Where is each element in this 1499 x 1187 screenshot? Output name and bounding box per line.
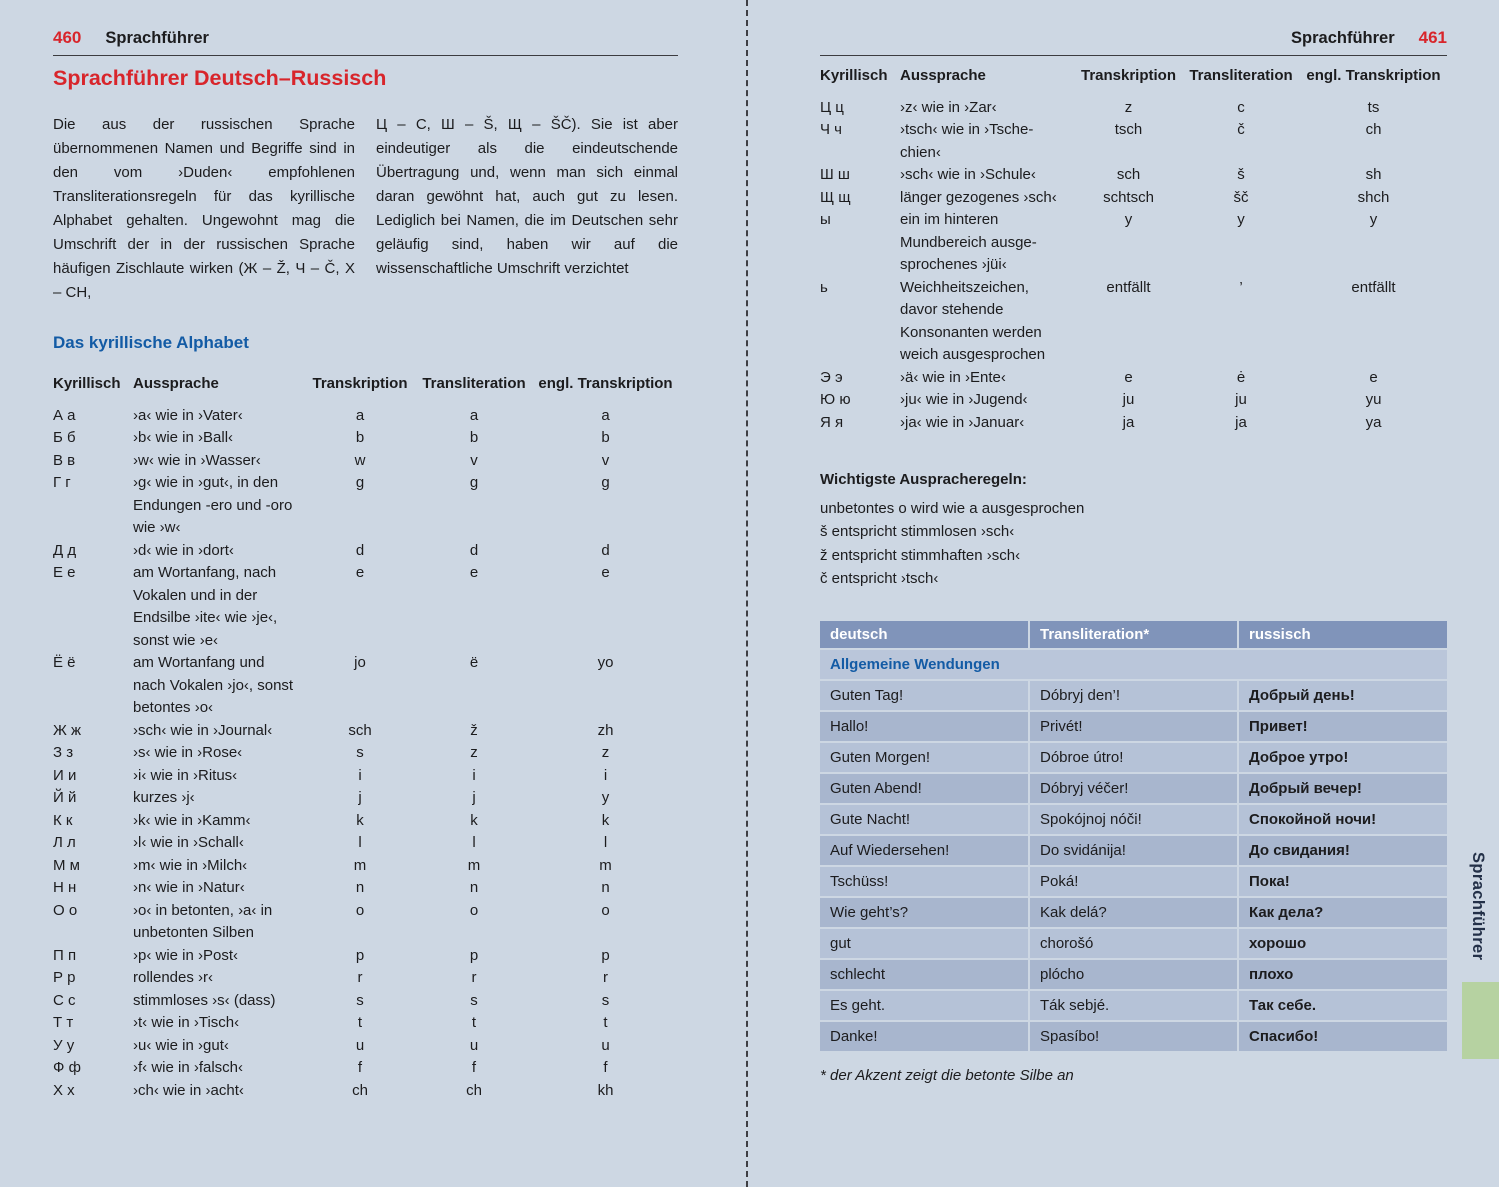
pronunciation-cell: rollendes ›r‹ — [133, 969, 214, 986]
transliteration-cell: ë — [469, 654, 479, 671]
engl-transkription-cell: p — [601, 946, 610, 964]
phrase-russian-cell: Спокойной ночи! — [1239, 805, 1447, 834]
transkription-cell: i — [358, 766, 362, 784]
phrase-rows — [820, 681, 1447, 1051]
transliteration-cell: i — [472, 766, 476, 784]
alphabet-row — [820, 367, 1447, 390]
cyrillic-letter-cell: Щ щ — [820, 188, 851, 206]
alphabet-row — [53, 967, 678, 990]
engl-transkription-cell: d — [601, 541, 610, 559]
transkription-cell: g — [355, 474, 365, 491]
pronunciation-cell: ›k‹ wie in ›Kamm‹ — [133, 811, 251, 829]
transkription-cell: m — [353, 856, 367, 874]
transkription-cell: e — [355, 564, 365, 581]
alphabet-row — [820, 412, 1447, 435]
phrase-row — [820, 681, 1447, 710]
pronunciation-cell: ›p‹ wie in ›Post‹ — [133, 946, 239, 964]
col-header-aussprache: Aussprache — [900, 67, 986, 84]
cyrillic-letter-cell: Э э — [820, 368, 843, 386]
phrase-german-cell: Danke! — [820, 1022, 1028, 1051]
alphabet-row — [53, 832, 678, 855]
pronunciation-cell: ›s‹ wie in ›Rose‹ — [133, 744, 243, 761]
transkription-cell: e — [1124, 368, 1133, 386]
transliteration-cell: y — [1237, 211, 1245, 228]
alphabet-row — [53, 652, 678, 720]
phrase-row — [820, 836, 1447, 865]
phrase-col-transliteration: Transliteration* — [1030, 621, 1237, 648]
engl-transkription-cell: i — [603, 766, 608, 784]
pronunciation-cell: ›a‹ wie in ›Vater‹ — [133, 406, 243, 424]
cyrillic-letter-cell: Я я — [820, 413, 844, 431]
alphabet-row — [53, 787, 678, 810]
pronunciation-cell: kurzes ›j‹ — [133, 789, 195, 806]
transliteration-cell: ju — [1235, 391, 1247, 408]
phrase-russian-cell: плохо — [1239, 960, 1447, 989]
rule-line: ž entspricht stimmhaften ›sch‹ — [820, 546, 1021, 564]
transkription-cell: k — [356, 811, 364, 829]
pronunciation-cell: länger gezogenes ›sch‹ — [900, 188, 1057, 206]
alphabet-table-left — [53, 373, 678, 1102]
pronunciation-cell: stimmloses ›s‹ (dass) — [133, 991, 276, 1009]
transkription-cell: ch — [352, 1081, 368, 1099]
rule-line: č entspricht ›tsch‹ — [820, 570, 939, 587]
engl-transkription-cell: ya — [1365, 413, 1382, 431]
phrase-section-row — [820, 650, 1447, 679]
col-header-transliteration: Transliteration — [1189, 67, 1293, 84]
alphabet-row — [53, 765, 678, 788]
transkription-cell: a — [355, 406, 365, 424]
cyrillic-letter-cell: Ч ч — [820, 121, 842, 138]
intro-column-1: Die aus der russischen Sprache übernommenen Namen und Begriffe sind in den vom ›Duden‹ empfohlenen Transliterationsregeln für das kyrillische Alphabet gehalten. Ungewohnt mag die Umschrift der in der russischen Sprache häufigen Zischlaute wirken (Ж – Ž, Ч – Č, Х – CH, — [53, 116, 355, 301]
transliteration-cell: u — [469, 1036, 479, 1054]
phrase-row — [820, 1022, 1447, 1051]
engl-transkription-cell: o — [601, 901, 610, 919]
transliteration-cell: j — [472, 789, 476, 806]
phrase-german-cell: Guten Morgen! — [820, 743, 1028, 772]
transkription-cell: entfällt — [1106, 278, 1151, 296]
pronunciation-cell: ›g‹ wie in ›gut‹, in den Endungen -ero und -oro wie ›w‹ — [133, 474, 293, 536]
phrase-russian-cell: До свидания! — [1239, 836, 1447, 865]
transkription-cell: tsch — [1114, 121, 1143, 138]
alphabet-rows-right — [820, 97, 1447, 435]
transkription-cell: y — [1124, 211, 1133, 228]
alphabet-row — [53, 562, 678, 652]
engl-transkription-cell: zh — [597, 721, 614, 739]
transkription-cell: p — [355, 946, 365, 964]
running-head-label-right: Sprachführer — [1291, 29, 1395, 47]
pronunciation-cell: ›ä‹ wie in ›Ente‹ — [900, 368, 1006, 386]
engl-transkription-cell: m — [599, 856, 612, 874]
page-461 — [820, 28, 1447, 1084]
transkription-cell: n — [355, 879, 365, 896]
engl-transkription-cell: t — [603, 1014, 608, 1031]
cyrillic-letter-cell: М м — [53, 856, 80, 874]
phrase-row — [820, 743, 1447, 772]
phrase-german-cell: Auf Wiedersehen! — [820, 836, 1028, 865]
phrase-german-cell: Wie geht’s? — [820, 898, 1028, 927]
engl-transkription-cell: z — [601, 744, 610, 761]
alphabet-row — [820, 389, 1447, 412]
engl-transkription-cell: r — [603, 969, 608, 986]
engl-transkription-cell: e — [1369, 368, 1378, 386]
phrase-row — [820, 929, 1447, 958]
transkription-cell: schtsch — [1103, 188, 1154, 206]
engl-transkription-cell: g — [601, 474, 610, 491]
transkription-cell: s — [356, 744, 364, 761]
transliteration-cell: o — [469, 901, 479, 919]
phrase-russian-cell: Как дела? — [1239, 898, 1447, 927]
engl-transkription-cell: sh — [1365, 166, 1382, 183]
page-number-right: 461 — [1418, 28, 1447, 47]
engl-transkription-cell: e — [601, 564, 610, 581]
transliteration-cell: p — [469, 946, 479, 964]
pronunciation-cell: ›ju‹ wie in ›Jugend‹ — [900, 391, 1028, 408]
rules-heading: Wichtigste Auspracheregeln: — [820, 471, 1027, 488]
transkription-cell: z — [1124, 98, 1133, 116]
transkription-cell: u — [355, 1036, 365, 1054]
pronunciation-cell: ›n‹ wie in ›Natur‹ — [133, 879, 245, 896]
alphabet-row — [53, 1035, 678, 1058]
pronunciation-cell: Weichheitszeichen, davor stehende Konsonanten werden weich ausgesprochen — [900, 278, 1046, 363]
phrase-russian-cell: Доброе утро! — [1239, 743, 1447, 772]
phrase-transliteration-cell: chorošó — [1030, 929, 1237, 958]
pronunciation-cell: ›m‹ wie in ›Milch‹ — [133, 856, 248, 874]
alphabet-row — [53, 427, 678, 450]
alphabet-row — [820, 209, 1447, 277]
transliteration-cell: b — [469, 429, 479, 446]
engl-transkription-cell: n — [601, 879, 610, 896]
phrase-russian-cell: Спасибо! — [1239, 1022, 1447, 1051]
phrase-transliteration-cell: Spasíbo! — [1030, 1022, 1237, 1051]
alphabet-table-header-left — [53, 373, 678, 396]
cyrillic-letter-cell: О о — [53, 901, 78, 919]
pronunciation-cell: ›ja‹ wie in ›Januar‹ — [900, 413, 1025, 431]
pronunciation-cell: ›w‹ wie in ›Wasser‹ — [133, 451, 261, 469]
cyrillic-letter-cell: Ц ц — [820, 98, 844, 116]
transliteration-cell: c — [1237, 98, 1245, 116]
phrase-russian-cell: Привет! — [1239, 712, 1447, 741]
alphabet-row — [53, 472, 678, 540]
engl-transkription-cell: y — [601, 789, 610, 806]
cyrillic-letter-cell: Г г — [53, 474, 71, 491]
phrase-transliteration-cell: Dóbryj véčer! — [1030, 774, 1237, 803]
intro-column-2: Ц – C, Ш – Š, Щ – ŠČ). Sie ist aber eindeutiger als die eindeutschende Übertragung und, wenn man sich einmal daran gewöhnt hat, auch gut zu lesen. Lediglich bei Namen, die im Deutschen sehr geläufig sind, haben wir auf die wissenschaftliche Umschrift verzichtet — [376, 116, 678, 277]
alphabet-row — [53, 1080, 678, 1103]
transkription-cell: d — [355, 541, 365, 559]
phrase-col-russisch: russisch — [1239, 621, 1447, 648]
phrase-german-cell: gut — [820, 929, 1028, 958]
side-tab-label: Sprachführer — [1469, 852, 1487, 961]
cyrillic-letter-cell: З з — [53, 744, 74, 761]
phrase-row — [820, 898, 1447, 927]
cyrillic-letter-cell: Ж ж — [53, 721, 82, 739]
col-header-transkription: Transkription — [312, 375, 408, 392]
alphabet-row — [53, 742, 678, 765]
transliteration-cell: z — [470, 744, 478, 761]
pronunciation-cell: am Wortanfang, nach Vokalen und in der Endsilbe ›ite‹ wie ›je‹, sonst wie ›e‹ — [133, 564, 278, 649]
phrase-german-cell: Hallo! — [820, 712, 1028, 741]
transliteration-cell: m — [467, 856, 481, 874]
transliteration-cell: v — [470, 451, 478, 469]
col-header-transliteration: Transliteration — [422, 375, 526, 392]
footnote: * der Akzent zeigt die betonte Silbe an — [820, 1066, 1074, 1084]
cyrillic-letter-cell: Ф ф — [53, 1059, 81, 1076]
cyrillic-letter-cell: Н н — [53, 879, 77, 896]
engl-transkription-cell: yo — [597, 654, 614, 671]
col-header-aussprache: Aussprache — [133, 375, 219, 392]
alphabet-row — [820, 277, 1447, 367]
chapter-title: Sprachführer Deutsch–Russisch — [53, 66, 387, 90]
cyrillic-letter-cell: А а — [53, 406, 76, 424]
alphabet-table-header-right — [820, 65, 1447, 88]
cyrillic-letter-cell: Д д — [53, 541, 77, 559]
pronunciation-cell: ›l‹ wie in ›Schall‹ — [133, 834, 244, 851]
alphabet-row — [820, 97, 1447, 120]
col-header-engl-transkription: engl. Transkription — [1306, 67, 1441, 84]
rule-line: š entspricht stimmlosen ›sch‹ — [820, 523, 1015, 540]
alphabet-row — [53, 540, 678, 563]
transkription-cell: ju — [1122, 391, 1135, 408]
cyrillic-letter-cell: С с — [53, 991, 76, 1009]
transliteration-cell: ž — [470, 721, 478, 739]
transliteration-cell: l — [472, 834, 476, 851]
phrase-transliteration-cell: Do svidánija! — [1030, 836, 1237, 865]
col-header-kyrillisch: Kyrillisch — [53, 375, 121, 392]
transkription-cell: sch — [348, 721, 372, 739]
pronunciation-cell: ›i‹ wie in ›Ritus‹ — [133, 766, 238, 784]
pronunciation-cell: ›ch‹ wie in ›acht‹ — [133, 1081, 244, 1099]
transkription-cell: t — [357, 1014, 363, 1031]
engl-transkription-cell: ts — [1367, 98, 1380, 116]
phrase-table — [820, 621, 1447, 1051]
pronunciation-cell: ›f‹ wie in ›falsch‹ — [133, 1059, 244, 1076]
engl-transkription-cell: yu — [1365, 391, 1382, 408]
running-head-right — [820, 28, 1447, 56]
phrase-russian-cell: Добрый вечер! — [1239, 774, 1447, 803]
intro-text — [53, 113, 678, 305]
cyrillic-letter-cell: Ё ё — [53, 654, 76, 671]
phrase-section-label: Allgemeine Wendungen — [820, 650, 1447, 679]
transliteration-cell: š — [1237, 166, 1245, 183]
engl-transkription-cell: a — [601, 406, 610, 424]
alphabet-table-right — [820, 65, 1447, 434]
engl-transkription-cell: ch — [1365, 121, 1382, 138]
transkription-cell: f — [357, 1059, 363, 1076]
cyrillic-letter-cell: Ш ш — [820, 166, 850, 183]
cyrillic-letter-cell: П п — [53, 946, 77, 964]
cyrillic-letter-cell: Б б — [53, 429, 76, 446]
page-460 — [53, 28, 678, 1102]
phrase-german-cell: Tschüss! — [820, 867, 1028, 896]
pronunciation-rules — [820, 468, 1447, 591]
alphabet-row — [53, 450, 678, 473]
transliteration-cell: k — [470, 811, 478, 829]
pronunciation-cell: ›sch‹ wie in ›Schule‹ — [900, 166, 1036, 183]
engl-transkription-cell: u — [601, 1036, 610, 1054]
transliteration-cell: s — [470, 991, 478, 1009]
engl-transkription-cell: v — [601, 451, 610, 469]
cyrillic-letter-cell: Й й — [53, 789, 77, 806]
phrase-german-cell: Guten Tag! — [820, 681, 1028, 710]
transliteration-cell: n — [469, 879, 479, 896]
engl-transkription-cell: b — [601, 429, 610, 446]
alphabet-rows-left — [53, 405, 678, 1103]
phrase-russian-cell: Добрый день! — [1239, 681, 1447, 710]
transliteration-cell: e — [469, 564, 479, 581]
transkription-cell: jo — [354, 654, 366, 671]
alphabet-row — [820, 164, 1447, 187]
pronunciation-cell: ›t‹ wie in ›Tisch‹ — [133, 1014, 240, 1031]
phrase-row — [820, 805, 1447, 834]
pronunciation-cell: ›d‹ wie in ›dort‹ — [133, 541, 234, 559]
cyrillic-letter-cell: Ю ю — [820, 391, 851, 408]
cyrillic-letter-cell: Е е — [53, 564, 76, 581]
phrase-transliteration-cell: Kak delá? — [1030, 898, 1237, 927]
phrase-row — [820, 712, 1447, 741]
pronunciation-cell: ›z‹ wie in ›Zar‹ — [900, 98, 997, 116]
phrase-row — [820, 991, 1447, 1020]
phrase-col-deutsch: deutsch — [820, 621, 1028, 648]
col-header-engl-transkription: engl. Transkription — [538, 375, 673, 392]
phrase-transliteration-cell: Dóbryj den’! — [1030, 681, 1237, 710]
phrase-transliteration-cell: Dóbroe útro! — [1030, 743, 1237, 772]
phrase-russian-cell: хорошо — [1239, 929, 1447, 958]
phrase-row — [820, 774, 1447, 803]
cyrillic-letter-cell: И и — [53, 766, 77, 784]
transkription-cell: sch — [1116, 166, 1141, 183]
transliteration-cell: d — [469, 541, 479, 559]
transliteration-cell: ė — [1236, 368, 1246, 386]
running-head-label-left: Sprachführer — [105, 29, 209, 47]
transkription-cell: s — [356, 991, 364, 1009]
engl-transkription-cell: shch — [1357, 188, 1390, 206]
alphabet-row — [53, 810, 678, 833]
cyrillic-letter-cell: У у — [53, 1036, 75, 1054]
alphabet-row — [53, 720, 678, 743]
phrase-german-cell: Guten Abend! — [820, 774, 1028, 803]
cyrillic-letter-cell: К к — [53, 811, 73, 829]
transliteration-cell: r — [471, 969, 477, 986]
alphabet-row — [53, 1012, 678, 1035]
engl-transkription-cell: f — [603, 1059, 608, 1076]
transkription-cell: ja — [1122, 413, 1135, 431]
page-number-left: 460 — [53, 28, 82, 47]
transkription-cell: b — [355, 429, 365, 446]
alphabet-row — [820, 187, 1447, 210]
transliteration-cell: č — [1237, 121, 1245, 138]
pronunciation-cell: ›tsch‹ wie in ›Tschechien‹ — [900, 121, 1034, 161]
phrase-row — [820, 867, 1447, 896]
transkription-cell: r — [357, 969, 363, 986]
phrase-transliteration-cell: Spokójnoj nóči! — [1030, 805, 1237, 834]
transkription-cell: w — [354, 451, 366, 469]
running-head-left — [53, 28, 678, 56]
alphabet-heading: Das kyrillische Alphabet — [53, 333, 249, 352]
alphabet-row — [53, 405, 678, 428]
transkription-cell: l — [358, 834, 362, 851]
col-header-kyrillisch: Kyrillisch — [820, 67, 888, 84]
transliteration-cell: g — [469, 474, 479, 491]
alphabet-row — [53, 877, 678, 900]
engl-transkription-cell: kh — [597, 1081, 614, 1099]
transliteration-cell: a — [469, 406, 479, 424]
pronunciation-cell: ein im hinteren Mundbereich ausgesprochenes ›jüi‹ — [900, 211, 1037, 273]
alphabet-row — [53, 855, 678, 878]
pronunciation-cell: ›sch‹ wie in ›Journal‹ — [133, 721, 273, 739]
transliteration-cell: t — [471, 1014, 477, 1031]
cyrillic-letter-cell: Р р — [53, 969, 76, 986]
phrase-transliteration-cell: Ták sebjé. — [1030, 991, 1237, 1020]
cyrillic-letter-cell: ы — [820, 211, 831, 228]
col-header-transkription: Transkription — [1080, 67, 1177, 84]
cyrillic-letter-cell: Т т — [53, 1014, 74, 1031]
cyrillic-letter-cell: Л л — [53, 834, 76, 851]
phrase-german-cell: Es geht. — [820, 991, 1028, 1020]
transliteration-cell: ja — [1235, 413, 1247, 431]
alphabet-row — [53, 1057, 678, 1080]
rule-line: unbetontes o wird wie a ausgesprochen — [820, 499, 1085, 517]
pronunciation-cell: ›b‹ wie in ›Ball‹ — [133, 429, 234, 446]
cyrillic-letter-cell: ь — [820, 278, 828, 296]
phrase-german-cell: Gute Nacht! — [820, 805, 1028, 834]
cyrillic-letter-cell: Х х — [53, 1081, 75, 1099]
page-divider-dashed-line — [746, 0, 748, 1187]
transliteration-cell: ch — [466, 1081, 482, 1099]
phrase-transliteration-cell: Privét! — [1030, 712, 1237, 741]
transkription-cell: o — [355, 901, 365, 919]
engl-transkription-cell: s — [601, 991, 610, 1009]
transkription-cell: j — [358, 789, 362, 806]
engl-transkription-cell: k — [601, 811, 610, 829]
phrase-transliteration-cell: plócho — [1030, 960, 1237, 989]
phrase-table-header — [820, 621, 1447, 648]
alphabet-row — [53, 990, 678, 1013]
alphabet-row — [53, 945, 678, 968]
transliteration-cell: šč — [1233, 188, 1249, 206]
cyrillic-letter-cell: В в — [53, 451, 76, 469]
phrase-german-cell: schlecht — [820, 960, 1028, 989]
engl-transkription-cell: entfällt — [1351, 278, 1396, 296]
phrase-russian-cell: Так себе. — [1239, 991, 1447, 1020]
pronunciation-cell: am Wortanfang und nach Vokalen ›jo‹, sonst betontes ›o‹ — [133, 654, 294, 716]
engl-transkription-cell: l — [603, 834, 608, 851]
rules-list — [820, 497, 1447, 591]
pronunciation-cell: ›u‹ wie in ›gut‹ — [133, 1036, 229, 1054]
alphabet-row — [53, 900, 678, 945]
phrase-row — [820, 960, 1447, 989]
pronunciation-cell: ›o‹ in betonten, ›a‹ in unbetonten Silben — [133, 901, 273, 941]
phrase-russian-cell: Пока! — [1239, 867, 1447, 896]
thumb-index-green-tab — [1462, 982, 1499, 1059]
alphabet-row — [820, 119, 1447, 164]
phrase-transliteration-cell: Poká! — [1030, 867, 1237, 896]
engl-transkription-cell: y — [1369, 211, 1378, 228]
transliteration-cell: ’ — [1239, 278, 1243, 296]
transliteration-cell: f — [471, 1059, 477, 1076]
